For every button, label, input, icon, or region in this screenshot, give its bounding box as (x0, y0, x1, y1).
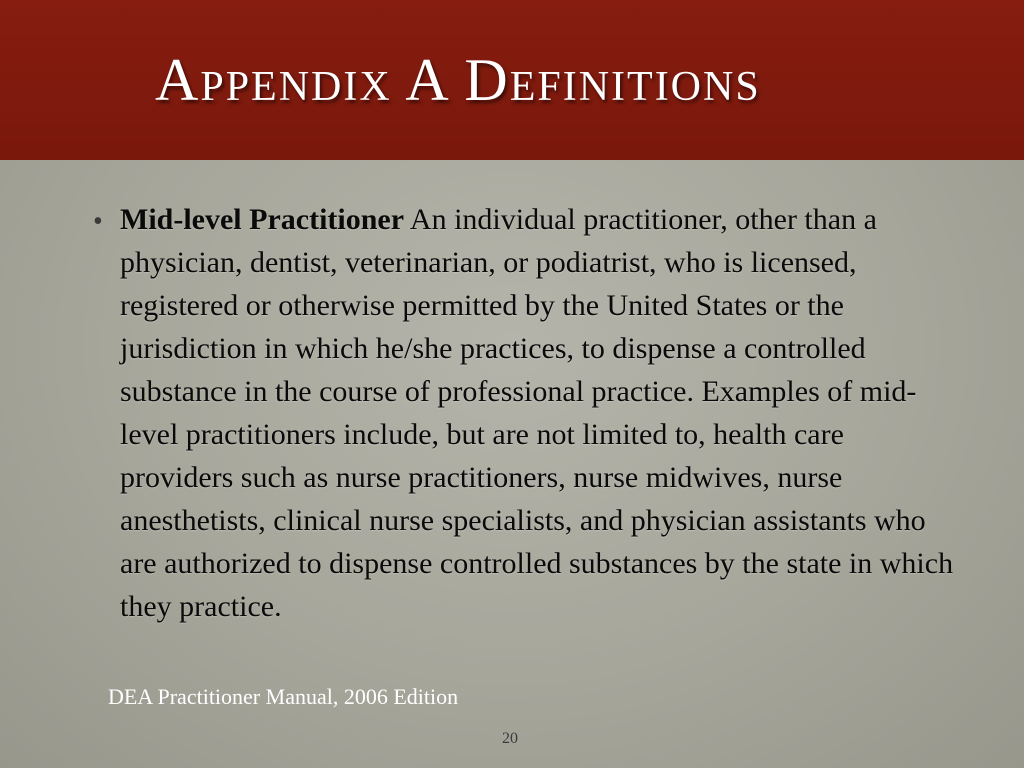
source-citation: DEA Practitioner Manual, 2006 Edition (108, 684, 459, 709)
title-band (0, 0, 1024, 160)
definition-term: Mid-level Practitioner (120, 203, 405, 236)
definition-text (120, 198, 963, 628)
definition-bullet (93, 198, 963, 628)
bullet-icon: • (93, 206, 103, 237)
page-number: 20 (502, 730, 518, 747)
definition-body: An individual practitioner, other than a physician, dentist, veterinarian, or podiatrist, who is licensed, registered or otherwise permitted by the United States or the jurisdiction in which he/she practices, to dispense a controlled substance in the course of professional practice. Examples of mid-level practitioners include, but are not limited to, health care providers such as nurse practitioners, nurse midwives, nurse anesthetists, clinical nurse specialists, and physician assistants who are authorized to dispense controlled substances by the state in which they practice. (120, 203, 954, 623)
slide-title: Appendix A Definitions (155, 47, 761, 113)
